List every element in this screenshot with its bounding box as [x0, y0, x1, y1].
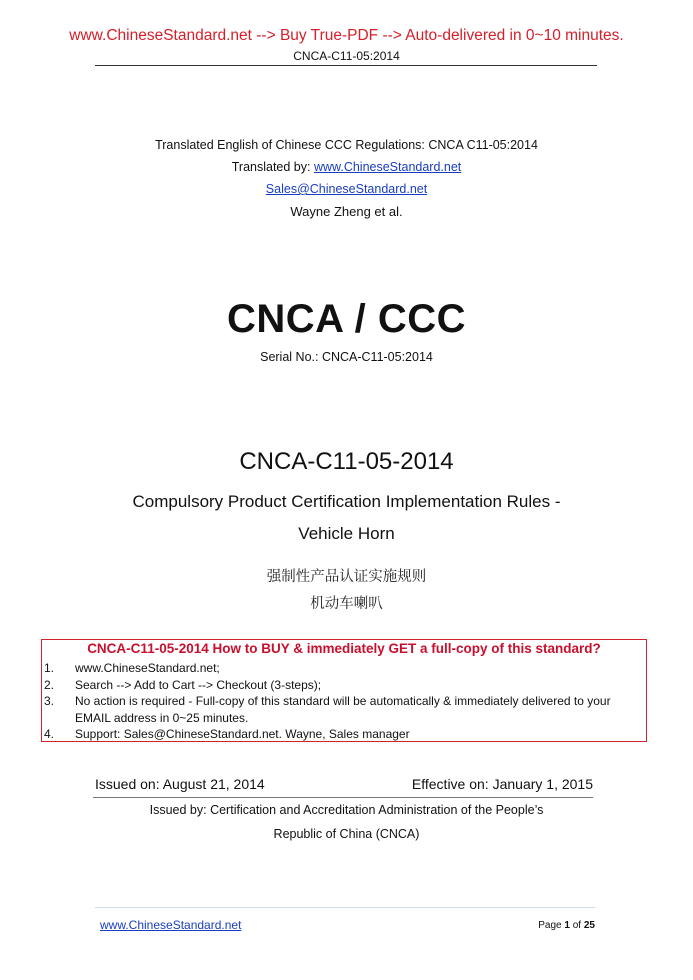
- chinese-title-line2: 机动车喇叭: [310, 596, 383, 612]
- page-total: 25: [583, 920, 595, 931]
- footer-divider: [95, 907, 595, 908]
- step-number: 4.: [44, 727, 55, 742]
- step-text: Support: Sales@ChineseStandard.net. Wayne, Sales manager: [75, 727, 410, 742]
- standard-title-line1: Compulsory Product Certification Implementation Rules -: [132, 492, 561, 511]
- page-current: 1: [564, 920, 570, 931]
- buy-instructions-box: [41, 639, 647, 742]
- step-number: 3.: [44, 694, 55, 709]
- page-of: of: [569, 920, 584, 931]
- header-banner: www.ChineseStandard.net --> Buy True-PDF --> Auto-delivered in 0~10 minutes.: [69, 27, 624, 44]
- email-link[interactable]: Sales@ChineseStandard.net: [265, 182, 428, 196]
- issued-by-line1: Issued by: Certification and Accreditation Administration of the People’s: [149, 803, 544, 817]
- main-title: CNCA / CCC: [226, 297, 467, 341]
- header-doc-code: CNCA-C11-05:2014: [293, 49, 400, 63]
- author: Wayne Zheng et al.: [290, 204, 403, 219]
- step-number: 2.: [44, 677, 55, 692]
- step-text: No action is required - Full-copy of this standard will be automatically & immediately delivered to your EMAIL address in 0~25 minutes.: [75, 694, 611, 725]
- page-label: Page: [538, 920, 565, 931]
- translated-by-link[interactable]: www.ChineseStandard.net: [313, 160, 462, 174]
- footer-link[interactable]: www.ChineseStandard.net: [100, 918, 242, 932]
- effective-on: Effective on: January 1, 2015: [411, 776, 593, 792]
- buy-step: [44, 726, 646, 743]
- serial-number: Serial No.: CNCA-C11-05:2014: [260, 350, 433, 364]
- page-indicator: [538, 920, 595, 931]
- chinese-title-line1: 强制性产品认证实施规则: [266, 569, 427, 585]
- translation-title: Translated English of Chinese CCC Regulations: CNCA C11-05:2014: [155, 138, 538, 152]
- buy-step: [44, 677, 646, 694]
- email-row: [0, 182, 693, 196]
- buy-step: [44, 693, 646, 726]
- issued-on: Issued on: August 21, 2014: [95, 776, 265, 792]
- step-number: 1.: [44, 661, 55, 675]
- standard-code: CNCA-C11-05-2014: [239, 448, 454, 475]
- header-divider: [95, 65, 597, 66]
- buy-steps-list: [44, 660, 646, 743]
- step-text: www.ChineseStandard.net;: [75, 661, 220, 675]
- buy-heading: CNCA-C11-05-2014 How to BUY & immediately GET a full-copy of this standard?: [87, 641, 601, 656]
- standard-title-line2: Vehicle Horn: [298, 524, 395, 543]
- step-text: Search --> Add to Cart --> Checkout (3-steps);: [75, 677, 322, 692]
- translated-by-label: Translated by:: [231, 160, 314, 174]
- issued-by-line2: Republic of China (CNCA): [273, 827, 420, 841]
- translated-by: [0, 160, 693, 174]
- issue-divider: [93, 797, 593, 798]
- buy-step: [44, 660, 646, 677]
